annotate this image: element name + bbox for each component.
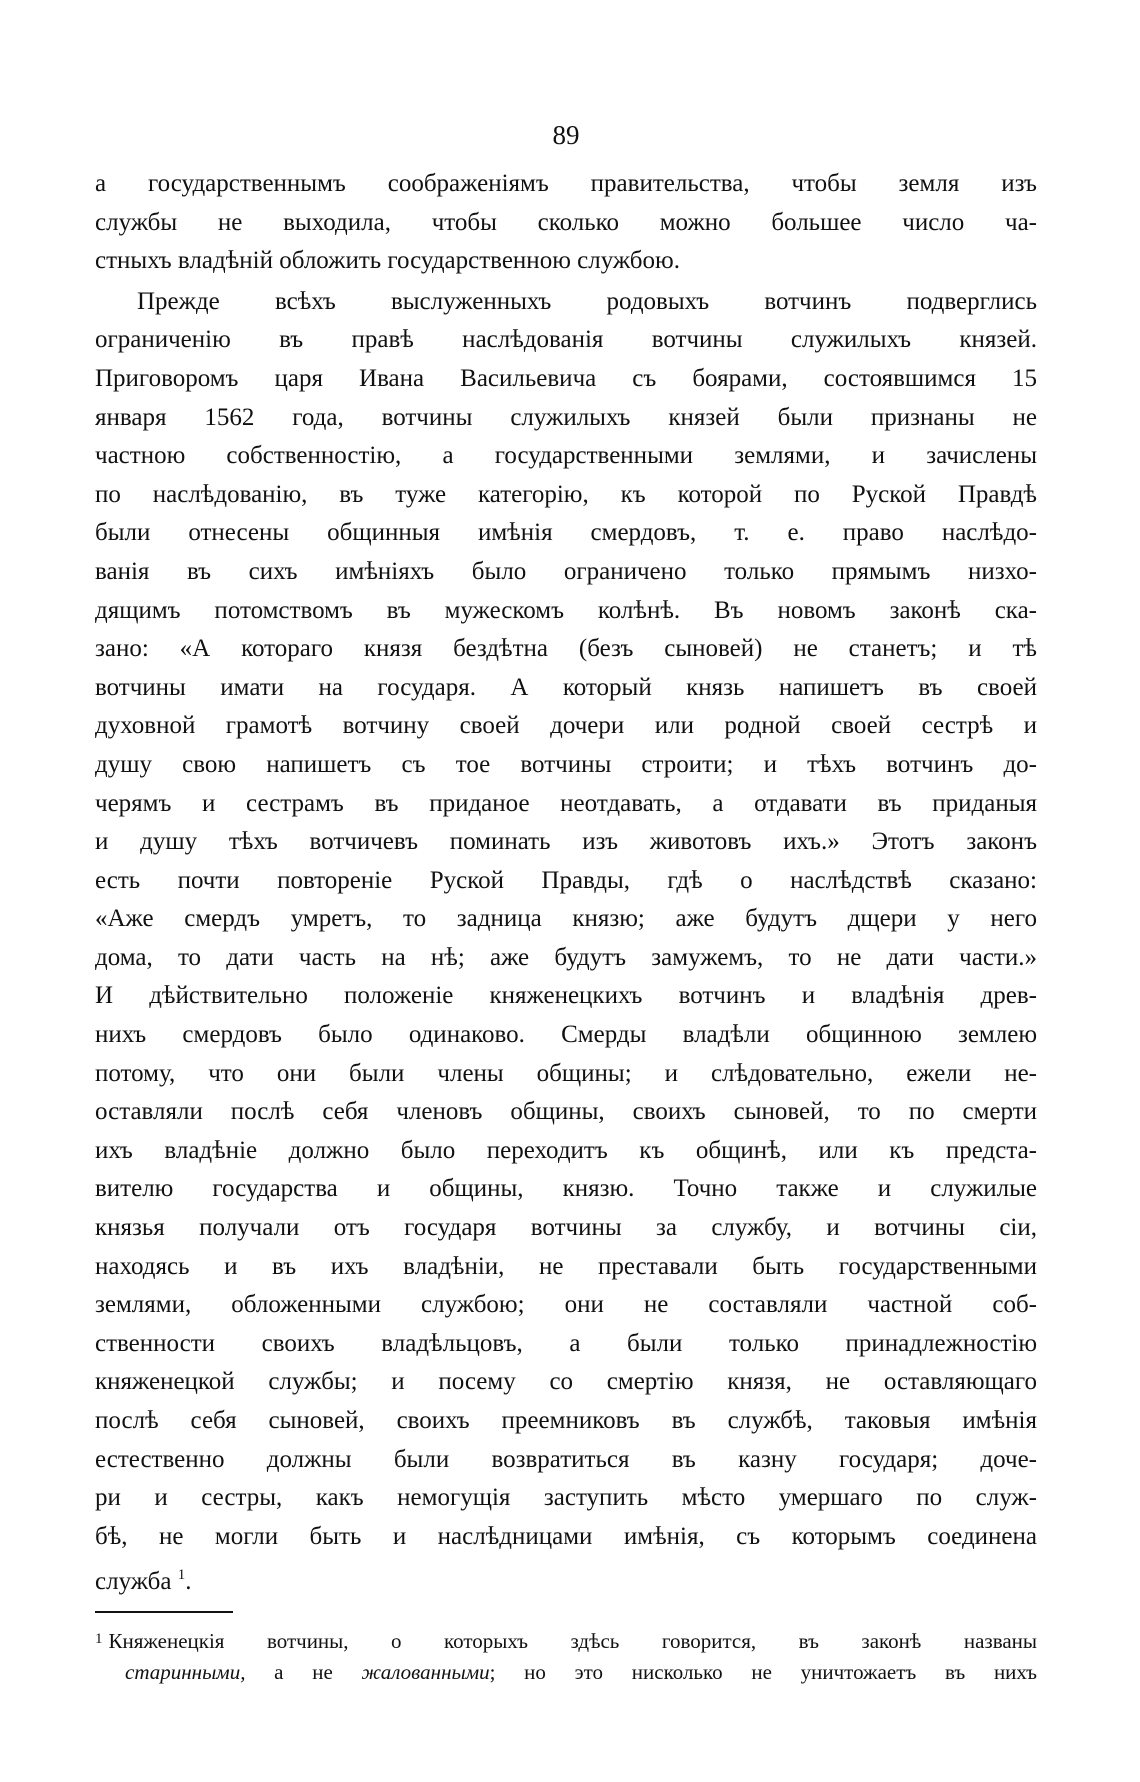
- paragraph-1: [95, 165, 1037, 281]
- text-line: службы не выходила, чтобы сколько можно большее число ча-: [95, 208, 1037, 236]
- text-line: землями, обложенными службою; они не составляли частной соб-: [95, 1291, 1037, 1319]
- text-line: князья получали отъ государя вотчины за службу, и вотчины сіи,: [95, 1214, 1037, 1242]
- book-page: [95, 115, 1037, 1689]
- text-line: зано: «А котораго князя бездѣтна (безъ сыновей) не станетъ; и тѣ: [95, 635, 1037, 663]
- footnote-marker: 1: [95, 1630, 103, 1647]
- footnote-text: ; но это нисколько не уничтожаетъ въ нихъ: [489, 1659, 1037, 1684]
- footnote-line: [95, 1656, 1037, 1689]
- footnote-italic-term: жалованными: [361, 1659, 490, 1684]
- text-line: черямъ и сестрамъ въ приданое неотдавать, а отдавати въ приданыя: [95, 789, 1037, 817]
- text-line: бѣ, не могли быть и наслѣдницами имѣнія, съ которымъ соединена: [95, 1522, 1037, 1550]
- text-line: и душу тѣхъ вотчичевъ поминать изъ животовъ ихъ.» Этотъ законъ: [95, 828, 1037, 856]
- footnote-italic-term: старинными,: [125, 1659, 246, 1684]
- text-line: естественно должны были возвратиться въ казну государя; доче-: [95, 1445, 1037, 1473]
- text-line: княженецкой службы; и посему со смертію князя, не оставляющаго: [95, 1368, 1037, 1396]
- text-line: частною собственностію, а государственными землями, и зачислены: [95, 442, 1037, 470]
- text-line: И дѣйствительно положеніе княженецкихъ вотчинъ и владѣнія древ-: [95, 982, 1037, 1010]
- text-line: потому, что они были члены общины; и слѣдовательно, ежели не-: [95, 1059, 1037, 1087]
- text-line: ванія въ сихъ имѣніяхъ было ограничено только прямымъ низхо-: [95, 557, 1037, 585]
- text-line: ственности своихъ владѣльцовъ, а были только принадлежностію: [95, 1329, 1037, 1357]
- footnote-line: [95, 1623, 1037, 1656]
- last-line-text: служба: [95, 1568, 172, 1595]
- text-line: были отнесены общинныя имѣнія смердовъ, т. е. право наслѣдо-: [95, 519, 1037, 547]
- paragraph-2: [95, 283, 1037, 1595]
- text-line: дома, то дати часть на нѣ; аже будутъ замужемъ, то не дати части.»: [95, 943, 1037, 971]
- text-line: духовной грамотѣ вотчину своей дочери или родной своей сестрѣ и: [95, 712, 1037, 740]
- footnote-separator: [95, 1611, 233, 1613]
- text-line: находясь и въ ихъ владѣніи, не преставали быть государственными: [95, 1252, 1037, 1280]
- text-line: по наслѣдованію, въ туже категорію, къ которой по Руской Правдѣ: [95, 480, 1037, 508]
- text-line-last: служба $^1$.: [95, 1567, 192, 1595]
- text-line: нихъ смердовъ было одинаково. Смерды владѣли общинною землею: [95, 1021, 1037, 1049]
- text-line: стныхъ владѣній обложить государственною службою.: [95, 247, 680, 275]
- footnote-text: Княженецкія вотчины, о которыхъ здѣсь говорится, въ законѣ названы: [108, 1628, 1037, 1653]
- text-line: душу свою напишетъ съ тое вотчины строити; и тѣхъ вотчинъ до-: [95, 750, 1037, 778]
- text-line: дящимъ потомствомъ въ мужескомъ колѣнѣ. Въ новомъ законѣ ска-: [95, 596, 1037, 624]
- text-line: послѣ себя сыновей, своихъ преемниковъ въ службѣ, таковыя имѣнія: [95, 1407, 1037, 1434]
- page-number: 89: [552, 120, 580, 150]
- text-line: ри и сестры, какъ немогущія заступить мѣсто умершаго по служ-: [95, 1484, 1037, 1512]
- text-line: вителю государства и общины, князю. Точно также и служилые: [95, 1175, 1037, 1203]
- text-line: Прежде всѣхъ выслуженныхъ родовыхъ вотчинъ подверглись: [137, 287, 1037, 315]
- text-line: есть почти повтореніе Руской Правды, гдѣ о наслѣдствѣ сказано:: [95, 866, 1037, 894]
- text-line: оставляли послѣ себя членовъ общины, своихъ сыновей, то по смерти: [95, 1098, 1037, 1126]
- footnote: [95, 1623, 1037, 1689]
- footnote-text: а не: [245, 1659, 362, 1684]
- text-line: ограниченію въ правѣ наслѣдованія вотчины служилыхъ князей.: [95, 326, 1037, 354]
- text-line: «Аже смердъ умретъ, то задница князю; аже будутъ дщери у него: [95, 905, 1037, 933]
- text-line: а государственнымъ соображеніямъ правительства, чтобы земля изъ: [95, 170, 1037, 197]
- text-line: января 1562 года, вотчины служилыхъ князей были признаны не: [95, 403, 1037, 431]
- text-line: ихъ владѣніе должно было переходитъ къ общинѣ, или къ предста-: [95, 1136, 1037, 1164]
- text-line: вотчины имати на государя. А который князь напишетъ въ своей: [95, 673, 1037, 701]
- footnote-reference[interactable]: 1: [177, 1567, 186, 1584]
- text-line: Приговоромъ царя Ивана Васильевича съ боярами, состоявшимся 15: [95, 364, 1037, 392]
